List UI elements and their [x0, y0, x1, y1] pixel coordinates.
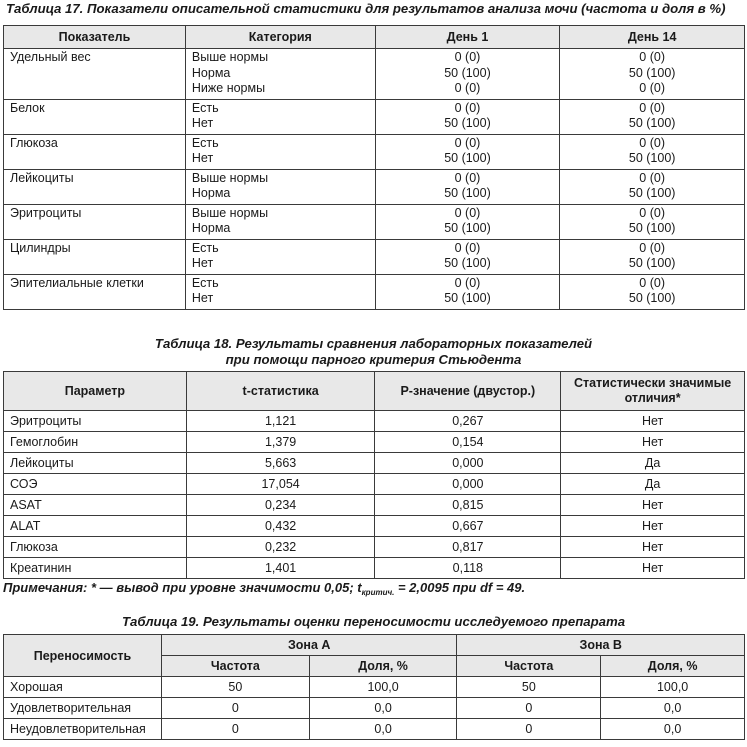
- table-17: [3, 25, 745, 310]
- table-row: [4, 537, 745, 558]
- category-value: Есть: [191, 240, 219, 255]
- note-text-end: = 2,0095 при df = 49.: [394, 580, 526, 595]
- day14-value: 0 (0): [639, 135, 665, 150]
- parameter-cell: Эритроциты: [4, 411, 187, 432]
- p-value-cell: 0,667: [375, 516, 561, 537]
- day14-cell: [560, 169, 745, 204]
- significance-cell: Да: [561, 453, 745, 474]
- table-row: [4, 169, 745, 204]
- t-statistic-cell: 0,232: [186, 537, 375, 558]
- category-cell: [185, 169, 375, 204]
- day1-value: 0 (0): [454, 81, 481, 95]
- day1-value: 50 (100): [444, 116, 491, 130]
- parameter-cell: ASAT: [4, 495, 187, 516]
- day14-value: 0 (0): [639, 81, 665, 95]
- day14-value: 0 (0): [639, 275, 665, 290]
- category-cell: [185, 99, 375, 134]
- table-row: [4, 677, 745, 698]
- table-18-title: [0, 336, 747, 368]
- tolerability-cell: Удовлетворительная: [4, 698, 162, 719]
- category-value: Есть: [191, 135, 219, 150]
- p-value-cell: 0,815: [375, 495, 561, 516]
- note-prefix: Примечания:: [3, 580, 88, 595]
- p-value-cell: 0,118: [375, 558, 561, 579]
- table-17-title: Таблица 17. Показатели описательной статистики для результатов анализа мочи (частота и доля в %): [6, 1, 726, 16]
- value-cell: 100,0: [309, 677, 457, 698]
- indicator-name: Эритроциты: [10, 205, 82, 220]
- indicator-name: Глюкоза: [10, 135, 58, 150]
- category-value: Есть: [191, 275, 219, 290]
- table-row: [4, 411, 745, 432]
- day1-value: 50 (100): [444, 151, 491, 165]
- day14-value: 0 (0): [639, 240, 665, 255]
- day1-cell: [375, 99, 560, 134]
- day1-value: 50 (100): [444, 186, 491, 200]
- day14-value: 0 (0): [639, 170, 665, 185]
- category-cell: [185, 239, 375, 274]
- category-value: Выше нормы: [191, 205, 269, 220]
- category-value: Норма: [191, 221, 231, 235]
- indicator-cell: [4, 274, 186, 309]
- category-cell: [185, 49, 375, 100]
- column-header: Частота: [457, 656, 601, 677]
- significance-cell: Да: [561, 474, 745, 495]
- day14-cell: [560, 239, 745, 274]
- column-header: Р-значение (двустор.): [375, 372, 561, 411]
- day14-cell: [560, 134, 745, 169]
- column-header: Категория: [185, 26, 375, 49]
- day14-cell: [560, 274, 745, 309]
- day14-value: 0 (0): [639, 50, 665, 64]
- indicator-cell: [4, 204, 186, 239]
- column-header: Частота: [161, 656, 309, 677]
- day1-value: 0 (0): [454, 135, 481, 150]
- day1-value: 0 (0): [454, 240, 481, 255]
- tolerability-cell: Неудовлетворительная: [4, 719, 162, 740]
- table-row: [4, 474, 745, 495]
- zone-header: Зона А: [161, 635, 456, 656]
- category-cell: [185, 204, 375, 239]
- p-value-cell: 0,000: [375, 453, 561, 474]
- category-value: Выше нормы: [191, 170, 269, 185]
- table-row: [4, 719, 745, 740]
- p-value-cell: 0,154: [375, 432, 561, 453]
- category-value: Норма: [191, 65, 231, 80]
- day14-value: 50 (100): [628, 256, 676, 270]
- table-row: [4, 49, 745, 100]
- category-value: Нет: [191, 151, 214, 165]
- indicator-name: Цилиндры: [10, 240, 71, 255]
- day1-value: 50 (100): [444, 291, 491, 305]
- category-value: Есть: [191, 100, 219, 115]
- column-header: Параметр: [4, 372, 187, 411]
- t-statistic-cell: 1,121: [186, 411, 375, 432]
- category-value: Норма: [191, 186, 231, 200]
- significance-cell: Нет: [561, 432, 745, 453]
- indicator-cell: [4, 239, 186, 274]
- day1-value: 0 (0): [454, 100, 481, 115]
- table-row: [4, 204, 745, 239]
- day1-value: 0 (0): [454, 170, 481, 185]
- day14-value: 50 (100): [628, 291, 676, 305]
- parameter-cell: Лейкоциты: [4, 453, 187, 474]
- day1-value: 0 (0): [454, 50, 481, 64]
- category-value: Нет: [191, 116, 214, 130]
- parameter-cell: Глюкоза: [4, 537, 187, 558]
- significance-cell: Нет: [561, 537, 745, 558]
- day14-value: 50 (100): [628, 186, 676, 200]
- day1-value: 50 (100): [444, 65, 491, 80]
- day14-value: 50 (100): [628, 221, 676, 235]
- indicator-cell: [4, 134, 186, 169]
- indicator-cell: [4, 169, 186, 204]
- indicator-name: Лейкоциты: [10, 170, 74, 185]
- day14-cell: [560, 99, 745, 134]
- day1-value: 50 (100): [444, 256, 491, 270]
- value-cell: 50: [161, 677, 309, 698]
- table-19: [3, 634, 745, 740]
- significance-cell: Нет: [561, 516, 745, 537]
- value-cell: 0: [161, 698, 309, 719]
- value-cell: 0,0: [601, 719, 745, 740]
- day1-cell: [375, 239, 560, 274]
- p-value-cell: 0,817: [375, 537, 561, 558]
- day14-value: 50 (100): [628, 151, 676, 165]
- column-header: Переносимость: [4, 635, 162, 677]
- tolerability-cell: Хорошая: [4, 677, 162, 698]
- table-18-note: [3, 580, 745, 601]
- table-row: [4, 274, 745, 309]
- day14-value: 50 (100): [628, 116, 676, 130]
- value-cell: 50: [457, 677, 601, 698]
- t-statistic-cell: 1,401: [186, 558, 375, 579]
- significance-cell: Нет: [561, 411, 745, 432]
- value-cell: 0: [161, 719, 309, 740]
- indicator-name: Удельный вес: [10, 50, 91, 64]
- parameter-cell: ALAT: [4, 516, 187, 537]
- column-header: t-статистика: [186, 372, 375, 411]
- parameter-cell: Креатинин: [4, 558, 187, 579]
- indicator-name: Белок: [10, 100, 45, 115]
- category-cell: [185, 134, 375, 169]
- t-statistic-cell: 0,234: [186, 495, 375, 516]
- indicator-cell: [4, 99, 186, 134]
- table-18: [3, 371, 745, 579]
- day1-value: 50 (100): [444, 221, 491, 235]
- category-value: Ниже нормы: [191, 81, 266, 95]
- day14-value: 0 (0): [639, 100, 665, 115]
- table-row: [4, 698, 745, 719]
- t-statistic-cell: 1,379: [186, 432, 375, 453]
- day1-cell: [375, 204, 560, 239]
- indicator-cell: [4, 49, 186, 100]
- day1-cell: [375, 169, 560, 204]
- column-header: Доля, %: [601, 656, 745, 677]
- day14-cell: [560, 204, 745, 239]
- p-value-cell: 0,000: [375, 474, 561, 495]
- column-header: День 14: [560, 26, 745, 49]
- table-row: [4, 239, 745, 274]
- value-cell: 0,0: [601, 698, 745, 719]
- significance-cell: Нет: [561, 558, 745, 579]
- table-row: [4, 99, 745, 134]
- category-value: Нет: [191, 256, 214, 270]
- t-statistic-cell: 17,054: [186, 474, 375, 495]
- column-header: Статистически значимые отличия*: [561, 372, 745, 411]
- day14-value: 50 (100): [628, 65, 676, 80]
- indicator-name: Эпителиальные клетки: [10, 275, 144, 290]
- table-row: [4, 134, 745, 169]
- value-cell: 0,0: [309, 719, 457, 740]
- value-cell: 0: [457, 719, 601, 740]
- column-header: Доля, %: [309, 656, 457, 677]
- table-row: [4, 453, 745, 474]
- parameter-cell: Гемоглобин: [4, 432, 187, 453]
- table-row: [4, 495, 745, 516]
- value-cell: 0,0: [309, 698, 457, 719]
- day1-cell: [375, 134, 560, 169]
- note-text: * — вывод при уровне значимости 0,05; t: [87, 580, 362, 595]
- table-row: [4, 516, 745, 537]
- zone-header: Зона В: [457, 635, 745, 656]
- t-statistic-cell: 5,663: [186, 453, 375, 474]
- value-cell: 0: [457, 698, 601, 719]
- parameter-cell: СОЭ: [4, 474, 187, 495]
- table-19-title: Таблица 19. Результаты оценки переносимости исследуемого препарата: [121, 614, 626, 629]
- table-row: [4, 432, 745, 453]
- category-cell: [185, 274, 375, 309]
- category-value: Нет: [191, 291, 214, 305]
- category-value: Выше нормы: [191, 50, 269, 64]
- t-statistic-cell: 0,432: [186, 516, 375, 537]
- day14-cell: [560, 49, 745, 100]
- p-value-cell: 0,267: [375, 411, 561, 432]
- column-header: Показатель: [4, 26, 186, 49]
- note-subscript: критич.: [361, 588, 395, 597]
- day1-cell: [375, 274, 560, 309]
- day1-cell: [375, 49, 560, 100]
- day14-value: 0 (0): [639, 205, 665, 220]
- table-row: [4, 558, 745, 579]
- day1-value: 0 (0): [454, 205, 481, 220]
- significance-cell: Нет: [561, 495, 745, 516]
- day1-value: 0 (0): [454, 275, 481, 290]
- table-18-title-line: Таблица 18. Результаты сравнения лабораторных показателей: [154, 336, 593, 351]
- value-cell: 100,0: [601, 677, 745, 698]
- table-18-title-line: при помощи парного критерия Стьюдента: [225, 352, 522, 367]
- column-header: День 1: [375, 26, 560, 49]
